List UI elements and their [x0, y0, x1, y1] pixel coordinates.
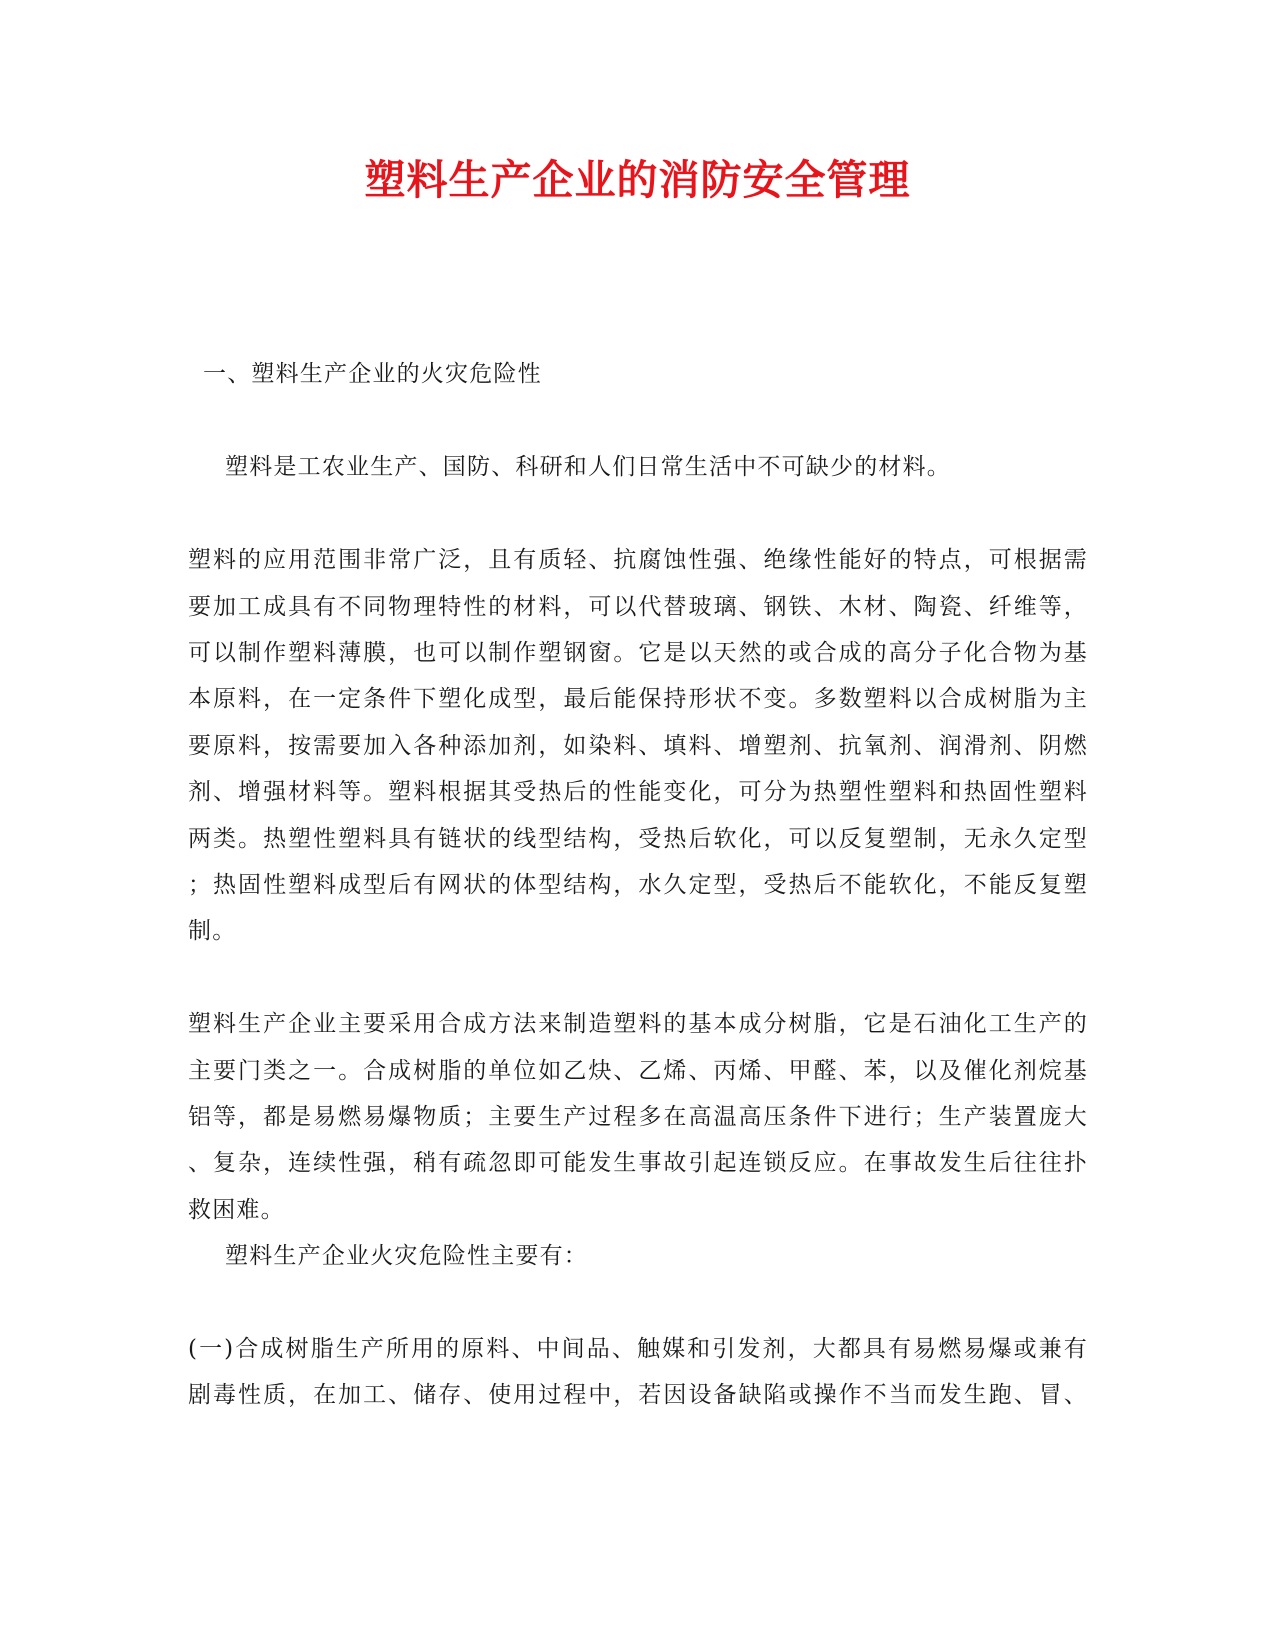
paragraph-1-line: 塑料的应用范围非常广泛，且有质轻、抗腐蚀性强、绝缘性能好的特点，可根据需	[188, 547, 1088, 573]
paragraph-2-line: 救困难。	[188, 1197, 285, 1223]
paragraph-1-line: ；热固性塑料成型后有网状的体型结构，水久定型，受热后不能软化，不能反复塑	[188, 872, 1088, 898]
paragraph-2-line: 铝等，都是易燃易爆物质；主要生产过程多在高温高压条件下进行；生产装置庞大	[188, 1104, 1088, 1130]
section-heading: 一、塑料生产企业的火灾危险性	[203, 361, 542, 387]
paragraph-2-line: 主要门类之一。合成树脂的单位如乙炔、乙烯、丙烯、甲醛、苯，以及催化剂烷基	[188, 1058, 1088, 1084]
paragraph-2-line: 塑料生产企业主要采用合成方法来制造塑料的基本成分树脂，它是石油化工生产的	[188, 1011, 1088, 1037]
paragraph-3-line: (一)合成树脂生产所用的原料、中间品、触媒和引发剂，大都具有易燃易爆或兼有	[188, 1336, 1088, 1362]
subheading: 塑料生产企业火灾危险性主要有：	[225, 1243, 588, 1269]
paragraph-1-line: 要加工成具有不同物理特性的材料，可以代替玻璃、钢铁、木材、陶瓷、纤维等，	[188, 594, 1088, 620]
paragraph-3-line: 剧毒性质，在加工、储存、使用过程中，若因设备缺陷或操作不当而发生跑、冒、	[188, 1382, 1088, 1408]
paragraph-1-line: 可以制作塑料薄膜，也可以制作塑钢窗。它是以天然的或合成的高分子化合物为基	[188, 640, 1088, 666]
document-title: 塑料生产企业的消防安全管理	[364, 156, 911, 204]
intro-sentence: 塑料是工农业生产、国防、科研和人们日常生活中不可缺少的材料。	[225, 454, 951, 480]
paragraph-1-line: 制。	[188, 918, 237, 944]
paragraph-1-line: 剂、增强材料等。塑料根据其受热后的性能变化，可分为热塑性塑料和热固性塑料	[188, 779, 1088, 805]
paragraph-2-line: 、复杂，连续性强，稍有疏忽即可能发生事故引起连锁反应。在事故发生后往往扑	[188, 1150, 1088, 1176]
paragraph-1-line: 本原料，在一定条件下塑化成型，最后能保持形状不变。多数塑料以合成树脂为主	[188, 686, 1088, 712]
paragraph-1-line: 要原料，按需要加入各种添加剂，如染料、填料、增塑剂、抗氧剂、润滑剂、阴燃	[188, 733, 1088, 759]
paragraph-1-line: 两类。热塑性塑料具有链状的线型结构，受热后软化，可以反复塑制，无永久定型	[188, 826, 1088, 852]
